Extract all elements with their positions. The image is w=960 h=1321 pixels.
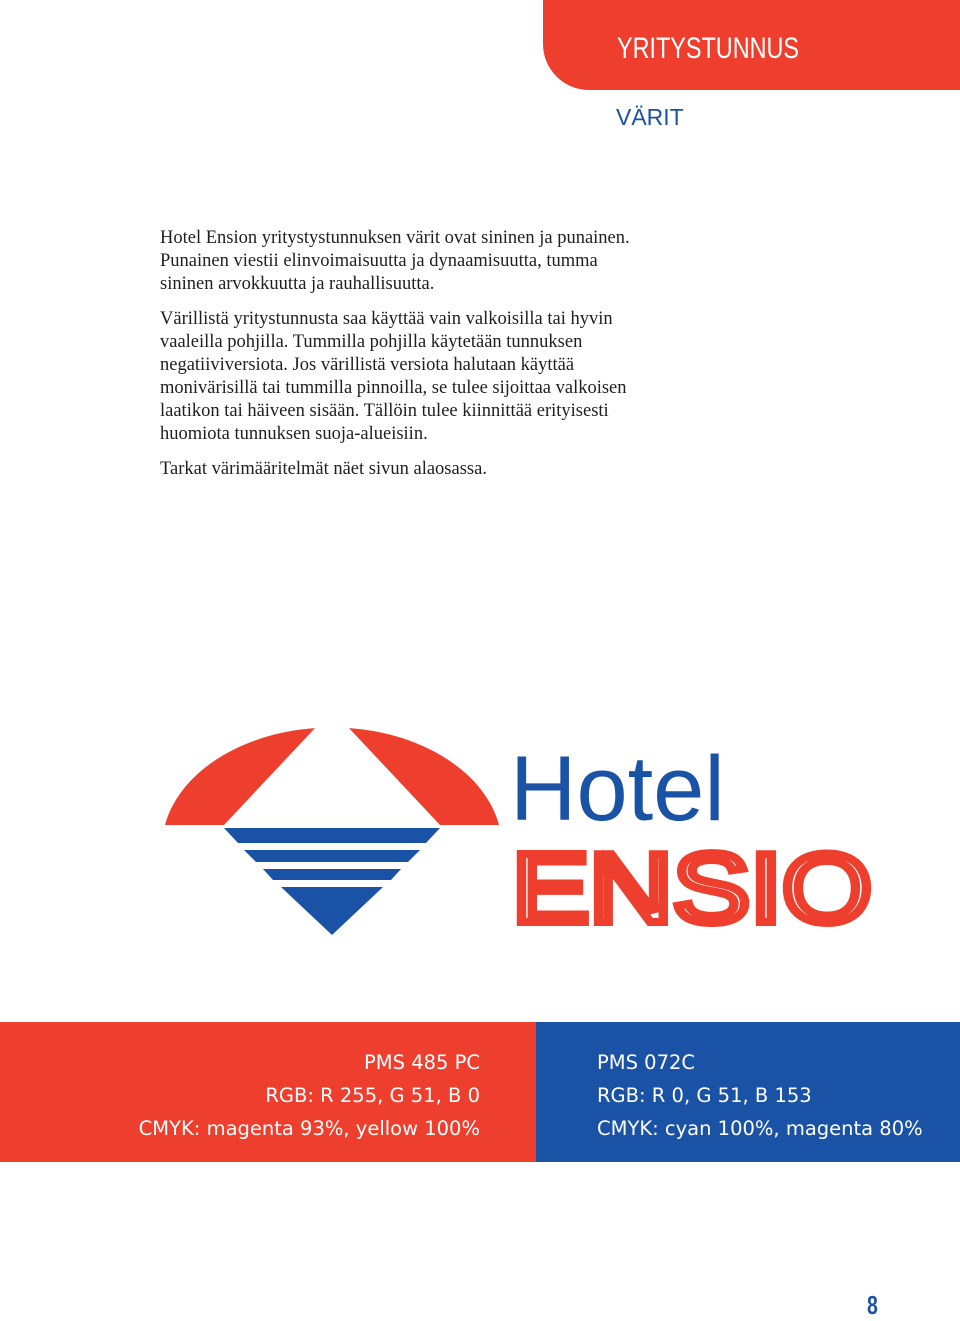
logo-stripe [281,887,383,935]
color-spec-blue [536,1022,960,1162]
logo-stripe [244,850,420,862]
paragraph: Värillistä yritystunnusta saa käyttää vain valkoisilla tai hyvin vaaleilla pohjilla. Tummilla pohjilla käytetään tunnuksen negatiiviversiota. Jos värillistä versiota halutaan käyttää monivärisillä tai tummilla pinnoilla, se tulee sijoittaa valkoisen laatikon tai häiveen sisään. Tällöin tulee kiinnittää erityisesti huomiota tunnuksen suoja-alueisiin. [160,309,627,444]
body-text [160,227,630,493]
red-cmyk: CMYK: magenta 93%, yellow 100% [138,1117,480,1140]
red-pms: PMS 485 PC [364,1051,480,1074]
paragraph: Tarkat värimääritelmät näet sivun alaosassa. [160,459,487,479]
logo-word-ensio: ENSIO [512,833,872,940]
blue-cmyk: CMYK: cyan 100%, magenta 80% [597,1117,923,1140]
page-number: 8 [867,1290,878,1320]
logo-stripe [224,828,440,843]
logo-word-hotel: Hotel [510,738,725,840]
hotel-ensio-logo [160,690,880,940]
logo-stripe [263,869,401,880]
section-label: VÄRIT [616,104,684,130]
color-spec-red [0,1022,536,1162]
blue-rgb: RGB: R 0, G 51, B 153 [597,1084,812,1107]
page-title: YRITYSTUNNUS [617,32,800,65]
paragraph: Hotel Ension yritystystunnuksen värit ovat sininen ja punainen. Punainen viestii elinvoimaisuutta ja dynaamisuutta, tumma sininen arvokkuutta ja rauhallisuutta. [160,228,630,294]
blue-pms: PMS 072C [597,1051,695,1074]
red-rgb: RGB: R 255, G 51, B 0 [265,1084,480,1107]
